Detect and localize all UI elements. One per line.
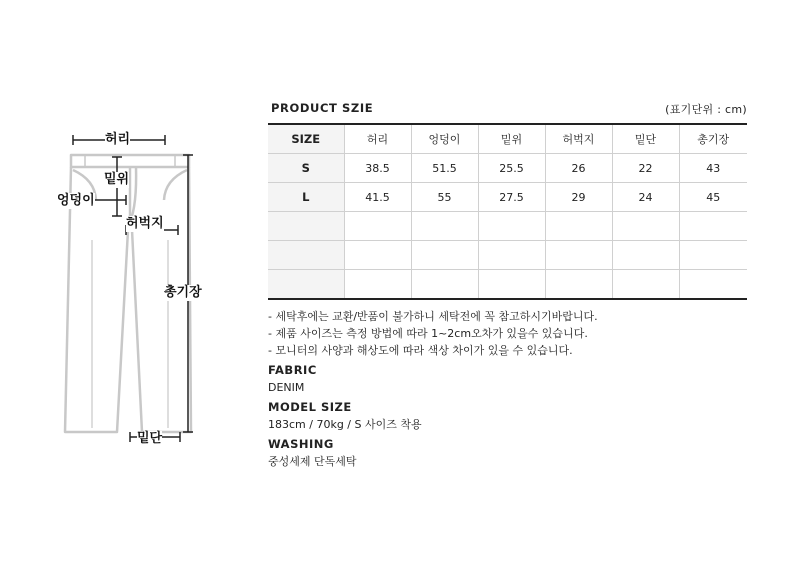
model-size-value: 183cm / 70kg / S 사이즈 착용 [268,418,422,431]
diagram-label-length: 총기장 [164,285,202,300]
value-cell: 38.5 [344,154,411,183]
value-cell [411,212,478,241]
diagram-label-hem: 밑단 [137,431,163,446]
note-line: - 모니터의 사양과 해상도에 따라 색상 차이가 있을 수 있습니다. [268,344,573,357]
value-cell [344,241,411,270]
size-table-header-cell: 밑단 [612,124,679,154]
value-cell [679,212,747,241]
value-cell: 29 [545,183,612,212]
value-cell: 22 [612,154,679,183]
size-cell: S [268,154,344,183]
value-cell: 25.5 [478,154,545,183]
table-row [268,241,747,270]
washing-section [268,436,357,470]
size-cell: L [268,183,344,212]
size-table-header-cell: 엉덩이 [411,124,478,154]
note-line: - 제품 사이즈는 측정 방법에 따라 1~2cm오차가 있을수 있습니다. [268,327,588,340]
value-cell [478,241,545,270]
size-cell [268,241,344,270]
value-cell [679,241,747,270]
size-table-title-row [271,101,747,117]
table-row [268,270,747,300]
fabric-heading: FABRIC [268,363,317,377]
size-table-header-cell: SIZE [268,124,344,154]
pants-outline-illustration [40,120,240,450]
value-cell [545,270,612,300]
washing-value: 중성세제 단독세탁 [268,455,357,468]
value-cell [344,212,411,241]
value-cell: 26 [545,154,612,183]
diagram-label-thigh: 허벅지 [126,216,164,231]
value-cell [344,270,411,300]
fabric-section [268,362,317,396]
fabric-value: DENIM [268,381,305,394]
size-cell [268,212,344,241]
size-table-unit: (표기단위 : cm) [665,103,747,116]
size-table [268,123,747,300]
value-cell [478,212,545,241]
size-table-header-cell: 허벅지 [545,124,612,154]
value-cell: 24 [612,183,679,212]
value-cell [612,241,679,270]
value-cell [545,241,612,270]
model-size-heading: MODEL SIZE [268,400,352,414]
diagram-label-waist: 허리 [105,132,131,147]
value-cell: 51.5 [411,154,478,183]
value-cell [478,270,545,300]
size-table-title: PRODUCT SZIE [271,101,374,115]
value-cell [545,212,612,241]
value-cell: 41.5 [344,183,411,212]
diagram-label-rise: 밑위 [104,172,130,187]
value-cell: 27.5 [478,183,545,212]
size-table-header-cell: 총기장 [679,124,747,154]
value-cell [411,270,478,300]
value-cell [411,241,478,270]
note-line: - 세탁후에는 교환/반품이 불가하니 세탁전에 꼭 참고하시기바랍니다. [268,310,598,323]
pants-diagram [40,120,240,450]
washing-heading: WASHING [268,437,334,451]
table-row [268,154,747,183]
size-table-header-row [268,124,747,154]
table-row [268,183,747,212]
size-table-header-cell: 밑위 [478,124,545,154]
value-cell [612,270,679,300]
table-row [268,212,747,241]
diagram-label-hip: 엉덩이 [57,193,95,208]
size-table-header-cell: 허리 [344,124,411,154]
care-notes [268,308,598,359]
value-cell: 43 [679,154,747,183]
value-cell [679,270,747,300]
size-cell [268,270,344,300]
value-cell [612,212,679,241]
model-size-section [268,399,422,433]
value-cell: 55 [411,183,478,212]
value-cell: 45 [679,183,747,212]
